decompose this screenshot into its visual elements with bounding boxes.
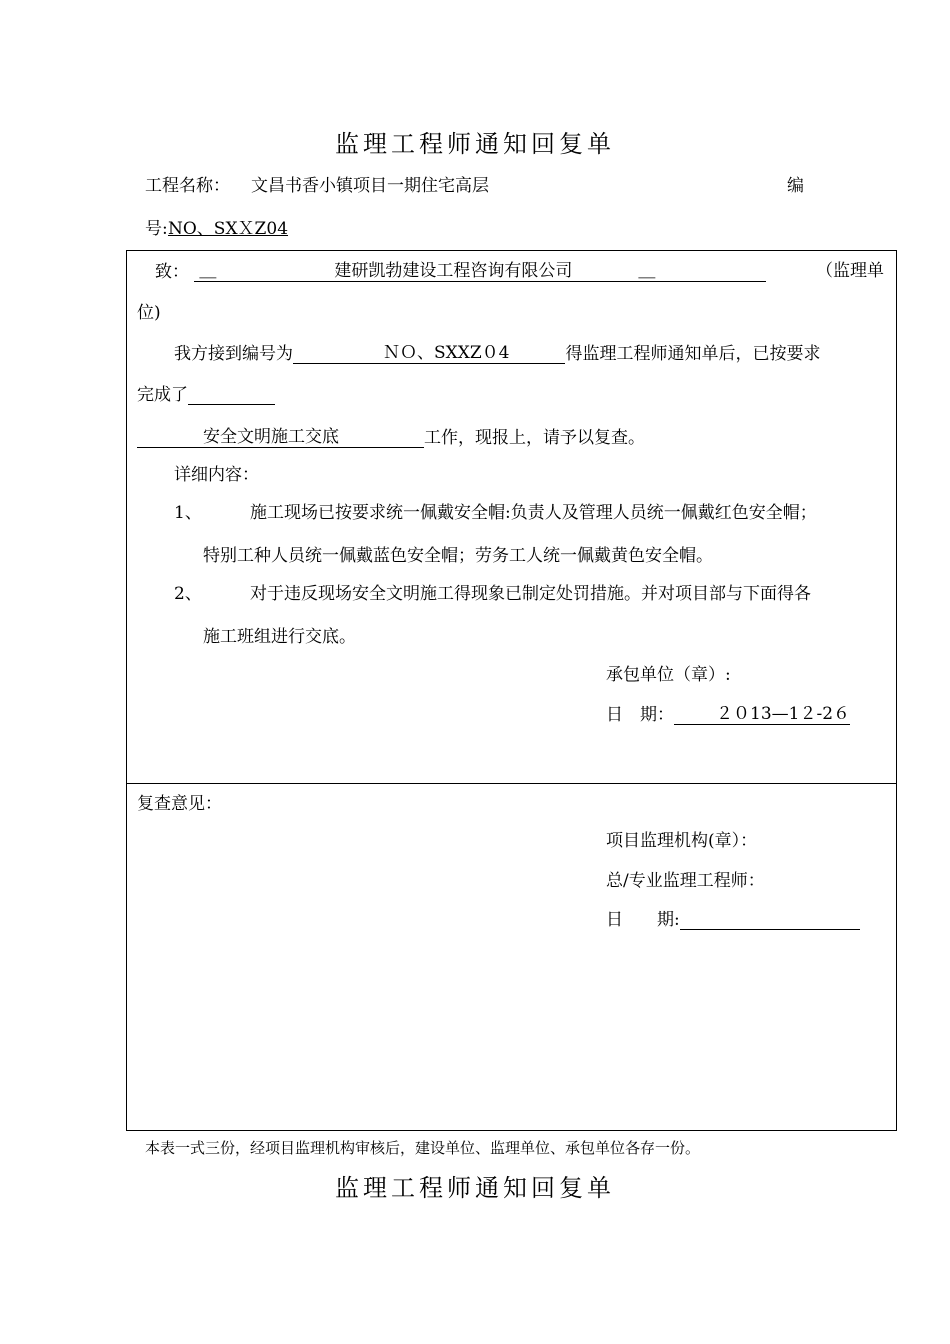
work-item-suffix: 工作，现报上，请予以复查。 — [424, 428, 645, 448]
detail-label: 详细内容： — [174, 465, 259, 485]
detail-item-text: 对于违反现场安全文明施工得现象已制定处罚措施。并对项目部与下面得各 — [250, 584, 811, 604]
detail-item-number: 2、 — [174, 584, 202, 604]
work-item: 安全文明施工交底 — [203, 422, 339, 448]
review-date-label: 日 期: — [606, 910, 680, 930]
to-organization: 建研凯勃建设工程咨询有限公司 — [334, 256, 572, 282]
to-prefix-blank: ＿ — [194, 256, 216, 282]
completed-prefix: 完成了 — [137, 385, 188, 405]
contractor-date-label: 日 期： — [606, 705, 674, 725]
notice-number-blank-before — [293, 363, 383, 364]
to-blank-after — [660, 281, 766, 282]
completed-line — [137, 380, 275, 405]
completed-blank — [188, 404, 275, 405]
received-notice-line — [174, 338, 820, 364]
form-title: 监理工程师通知回复单 — [335, 130, 615, 158]
serial-value: NO、SXＸZ04 — [168, 219, 289, 239]
work-item-line — [137, 422, 645, 448]
repeat-form-title: 监理工程师通知回复单 — [335, 1174, 615, 1202]
contractor-date-value: ２０13—1２-2６ — [716, 699, 850, 725]
to-line — [155, 256, 766, 282]
supervision-agency-label: 项目监理机构(章）： — [606, 831, 758, 851]
supervising-engineer-label: 总/专业监理工程师： — [606, 871, 765, 891]
project-name-value: 文昌书香小镇项目一期住宅高层 — [251, 176, 489, 196]
work-item-blank-before — [137, 447, 203, 448]
received-prefix: 我方接到编号为 — [174, 344, 293, 364]
notice-number: ＮＯ、SXXZ０4 — [383, 338, 509, 364]
serial-label-part1: 编 — [787, 176, 804, 196]
review-date-blank — [680, 929, 860, 930]
review-date-line — [606, 905, 860, 930]
to-blank-middle — [572, 281, 638, 282]
received-suffix: 得监理工程师通知单后，已按要求 — [565, 344, 821, 364]
notice-number-blank-after — [509, 363, 565, 364]
contractor-date-line — [606, 699, 850, 725]
review-opinion-label: 复查意见： — [137, 794, 222, 814]
date-blank-before — [674, 724, 716, 725]
work-item-blank-after — [339, 447, 424, 448]
section-divider — [126, 783, 897, 784]
serial-label-part2: 号: — [145, 219, 168, 239]
detail-item-text-cont: 施工班组进行交底。 — [203, 627, 356, 647]
contractor-seal-label: 承包单位（章）: — [606, 665, 731, 685]
to-unit-close: 位) — [137, 303, 161, 323]
to-blank-before — [216, 281, 334, 282]
to-label: 致： — [155, 262, 189, 282]
to-unit-open: （监理单 — [816, 261, 884, 281]
detail-item-text: 施工现场已按要求统一佩戴安全帽:负责人及管理人员统一佩戴红色安全帽； — [250, 503, 817, 523]
detail-item-number: 1、 — [174, 503, 202, 523]
detail-item-text-cont: 特别工种人员统一佩戴蓝色安全帽；劳务工人统一佩戴黄色安全帽。 — [203, 546, 713, 566]
to-suffix-blank: ＿ — [638, 256, 660, 282]
project-name-label: 工程名称： — [145, 176, 230, 196]
footer-note: 本表一式三份，经项目监理机构审核后，建设单位、监理单位、承包单位各存一份。 — [145, 1139, 701, 1157]
